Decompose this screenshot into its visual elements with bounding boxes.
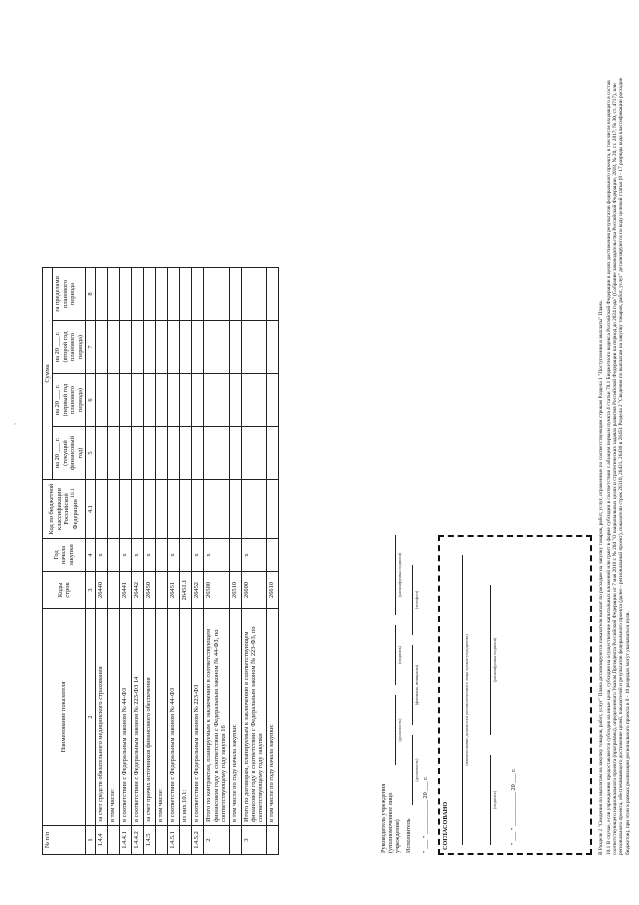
row-year	[108, 539, 120, 572]
row-number	[229, 826, 241, 855]
row-sum-first	[108, 374, 120, 427]
row-sum-current	[204, 427, 229, 480]
row-kbk	[204, 480, 229, 539]
row-kbk	[156, 480, 168, 539]
header-kbk-note: 10.1	[70, 488, 77, 498]
head-position-caption: (должность)	[397, 718, 402, 742]
row-sum-second	[241, 321, 266, 374]
row-sum-beyond	[144, 268, 156, 321]
row-sum-first	[241, 374, 266, 427]
row-sum-beyond	[241, 268, 266, 321]
row-sum-second	[229, 321, 241, 374]
row-sum-beyond	[266, 268, 278, 321]
row-sum-current	[132, 427, 144, 480]
row-sum-first	[229, 374, 241, 427]
row-number: 3	[241, 826, 266, 855]
row-number: 1.4.4.2	[132, 826, 144, 855]
table-row	[241, 268, 266, 855]
header-first-year: на 20 ___ г. (первый год планового периода)	[53, 374, 86, 427]
footnote-2: 10.1 В случае, если учреждению предоставляется субсидия на иные цели, субсидия на осуществление капитальных вложений или грант в форме субсидии в соответствии с абзацем первым пункта 4 статьи 78.1 Бюджетного кодекса Российской Федерации в целях достижения результатов федерального проекта, в том числе входящего в состав соответствующего национального проекта (программы), определенного Указом Президента Российской Федерации от 7 мая 2018 г. № 204 "О национальных целях и стратегических задачах развития Российской Федерации на период до 2024 года" (Собрание законодательства Российской Федерации, 2018, № 20, ст. 2817; № 30, ст. 4717), или регионального проекта, обеспечивающего достижение целей, показателей и результатов федерального проекта (далее - региональный проект), показатели строк 26310, 26421, 26430 и 26451 Раздела 2 "Сведения по выплатам на закупку товаров, работ, услуг" детализируются по коду целевой статьи (8 - 17 разряды кода классификации расходов бюджетов), при этом в рамках реализации регионального проекта в 8 - 10 разрядах могут указываться нули.	[606, 77, 631, 855]
stamp-date: " ___ " ___________ 20 ___ г.	[510, 768, 517, 845]
row-sum-first	[132, 374, 144, 427]
col-num-4-1: 4.1	[86, 480, 96, 539]
row-kbk	[192, 480, 204, 539]
row-code: 26450	[144, 572, 156, 609]
table-row	[132, 268, 144, 855]
row-sum-current	[144, 427, 156, 480]
table-row	[204, 268, 229, 855]
row-year: x	[204, 539, 229, 572]
row-code: 26452	[192, 572, 204, 609]
row-number: 1.4.4	[96, 826, 108, 855]
row-kbk	[168, 480, 180, 539]
row-number: 1.4.5.2	[192, 826, 204, 855]
row-sum-current	[108, 427, 120, 480]
row-sum-first	[96, 374, 108, 427]
row-code: 26451.1	[180, 572, 192, 609]
row-number	[156, 826, 168, 855]
row-sum-second	[192, 321, 204, 374]
row-name: Итого по договорам, планируемым к заключению в соответствующем финансовом году в соответствии с Федеральным законом № 223-ФЗ, по соответствующему году закупки	[241, 609, 266, 826]
row-name: Итого по контрактам, планируемым к заключению в соответствующем финансовом году в соответствии с Федеральным законом № 44-ФЗ, по соответствующему году закупки 16	[204, 609, 229, 826]
row-year: x	[132, 539, 144, 572]
row-number	[266, 826, 278, 855]
row-code	[156, 572, 168, 609]
row-year	[266, 539, 278, 572]
head-position-line	[395, 695, 396, 765]
header-beyond: за пределами планового периода	[53, 268, 86, 321]
row-sum-first	[266, 374, 278, 427]
table-row	[180, 268, 192, 855]
row-sum-beyond	[108, 268, 120, 321]
col-num-4: 4	[86, 539, 96, 572]
row-sum-current	[241, 427, 266, 480]
row-sum-current	[229, 427, 241, 480]
row-sum-second	[132, 321, 144, 374]
row-sum-second	[168, 321, 180, 374]
table-row	[144, 268, 156, 855]
stamp-org-line	[462, 555, 463, 845]
executor-date: " ___ " ___________ 20 ___ г.	[422, 776, 429, 853]
row-name: в том числе:	[156, 609, 168, 826]
table-row	[156, 268, 168, 855]
executor-phone-line	[412, 565, 413, 635]
row-year	[229, 539, 241, 572]
row-name: в соответствии с Федеральным законом № 44-ФЗ	[120, 609, 132, 826]
row-code: 26500	[204, 572, 229, 609]
row-year	[180, 539, 192, 572]
row-code	[108, 572, 120, 609]
stamp-title: СОГЛАСОВАНО	[442, 801, 449, 850]
stamp-decode-line	[490, 585, 491, 735]
row-number: 2	[204, 826, 229, 855]
header-sum: Сумма	[43, 268, 53, 480]
table-row	[229, 268, 241, 855]
col-num-3: 3	[86, 572, 96, 609]
row-sum-first	[156, 374, 168, 427]
row-code: 26442	[132, 572, 144, 609]
column-number-row	[86, 268, 96, 855]
table-row	[120, 268, 132, 855]
row-code: 26510	[229, 572, 241, 609]
table-row	[108, 268, 120, 855]
row-number	[108, 826, 120, 855]
row-sum-first	[204, 374, 229, 427]
header-kbk-text: Код по бюджетной классификации Российской Федерации	[48, 483, 80, 535]
row-sum-current	[192, 427, 204, 480]
row-sum-current	[156, 427, 168, 480]
row-year: x	[144, 539, 156, 572]
row-code: 26610	[266, 572, 278, 609]
executor-fio-caption: (фамилия, инициалы)	[414, 664, 419, 706]
header-code: Коды строк	[43, 572, 86, 609]
header-current-year: на 20 ___ г. (текущий финансовый год)	[53, 427, 86, 480]
row-kbk	[241, 480, 266, 539]
header-year: Год начала закупки	[43, 539, 86, 572]
page-mark: `	[14, 422, 21, 425]
row-sum-first	[180, 374, 192, 427]
row-sum-current	[266, 427, 278, 480]
table-row	[96, 268, 108, 855]
table-row	[168, 268, 180, 855]
row-sum-current	[168, 427, 180, 480]
row-kbk	[180, 480, 192, 539]
row-name: в том числе по году начала закупки:	[266, 609, 278, 826]
row-year	[156, 539, 168, 572]
col-num-5: 5	[86, 427, 96, 480]
row-number: 1.4.5.1	[168, 826, 180, 855]
row-name: в соответствии с Федеральным законом № 44-ФЗ	[168, 609, 180, 826]
row-sum-second	[156, 321, 168, 374]
row-sum-beyond	[180, 268, 192, 321]
row-kbk	[96, 480, 108, 539]
row-sum-current	[120, 427, 132, 480]
row-kbk	[144, 480, 156, 539]
row-kbk	[132, 480, 144, 539]
row-sum-beyond	[204, 268, 229, 321]
head-sign-caption: (подпись)	[397, 645, 402, 665]
table-row	[192, 268, 204, 855]
row-sum-second	[120, 321, 132, 374]
col-num-1: 1	[86, 826, 96, 855]
row-year: x	[192, 539, 204, 572]
stamp-org-caption: (наименование должности уполномоченного лица органа-учредителя)	[464, 634, 469, 766]
row-sum-current	[180, 427, 192, 480]
row-kbk	[108, 480, 120, 539]
footnote-1: В Разделе 2 "Сведения по выплатам на закупку товаров, работ, услуг" Плана детализируются показатели выплат по расходам на закупку товаров, работ, услуг, отраженные по соответствующим строкам Раздела 1 "Поступления и выплаты" Плана.	[598, 300, 604, 855]
header-num: № п/п	[43, 826, 86, 855]
row-year: x	[120, 539, 132, 572]
header-kbk	[43, 480, 86, 539]
stamp-sign-line	[490, 755, 491, 845]
row-sum-beyond	[192, 268, 204, 321]
row-code: 26600	[241, 572, 266, 609]
row-sum-first	[120, 374, 132, 427]
row-sum-first	[192, 374, 204, 427]
stamp-sign-caption: (подпись)	[492, 790, 497, 810]
row-name: в соответствии с Федеральным законом № 223-ФЗ	[192, 609, 204, 826]
table-row	[266, 268, 278, 855]
row-sum-current	[96, 427, 108, 480]
row-sum-second	[180, 321, 192, 374]
row-number	[180, 826, 192, 855]
row-sum-first	[168, 374, 180, 427]
row-year: x	[241, 539, 266, 572]
row-name: в соответствии с Федеральным законом № 223-ФЗ 14	[132, 609, 144, 826]
head-decode-caption: (расшифровка подписи)	[397, 552, 402, 598]
row-name: за счет прочих источников финансового обеспечения	[144, 609, 156, 826]
row-kbk	[266, 480, 278, 539]
row-sum-beyond	[132, 268, 144, 321]
row-code: 26451	[168, 572, 180, 609]
row-number: 1.4.4.1	[120, 826, 132, 855]
row-kbk	[120, 480, 132, 539]
row-sum-beyond	[120, 268, 132, 321]
executor-label: Исполнитель	[405, 818, 412, 853]
row-name: в том числе:	[108, 609, 120, 826]
row-sum-second	[144, 321, 156, 374]
row-name: в том числе по году начала закупки:	[229, 609, 241, 826]
row-sum-beyond	[96, 268, 108, 321]
head-decode-line	[395, 535, 396, 615]
expenses-table	[42, 267, 279, 855]
executor-position-caption: (должность)	[414, 758, 419, 782]
col-num-2: 2	[86, 609, 96, 826]
row-code: 26440	[96, 572, 108, 609]
stamp-decode-caption: (расшифровка подписи)	[492, 637, 497, 683]
executor-position-line	[412, 735, 413, 805]
row-name: за счет средств обязательного медицинского страхования	[96, 609, 108, 826]
row-sum-beyond	[168, 268, 180, 321]
head-sign-line	[395, 625, 396, 685]
row-sum-second	[96, 321, 108, 374]
head-label: Руководитель учреждения (уполномоченное лицо учреждения)	[380, 783, 402, 853]
row-sum-second	[108, 321, 120, 374]
header-name: Наименование показателя	[43, 609, 86, 826]
executor-fio-line	[412, 645, 413, 725]
col-num-7: 7	[86, 321, 96, 374]
table-body	[96, 268, 278, 855]
row-kbk	[229, 480, 241, 539]
row-sum-beyond	[229, 268, 241, 321]
row-sum-first	[144, 374, 156, 427]
row-code: 26441	[120, 572, 132, 609]
col-num-6: 6	[86, 374, 96, 427]
row-sum-beyond	[156, 268, 168, 321]
executor-phone-caption: (телефон)	[414, 590, 419, 610]
header-second-year: на 20 ___ г. (второй год планового периода)	[53, 321, 86, 374]
row-year: x	[168, 539, 180, 572]
col-num-8: 8	[86, 268, 96, 321]
row-sum-second	[204, 321, 229, 374]
row-year: x	[96, 539, 108, 572]
row-name: из них 10.1:	[180, 609, 192, 826]
row-number: 1.4.5	[144, 826, 156, 855]
row-sum-second	[266, 321, 278, 374]
